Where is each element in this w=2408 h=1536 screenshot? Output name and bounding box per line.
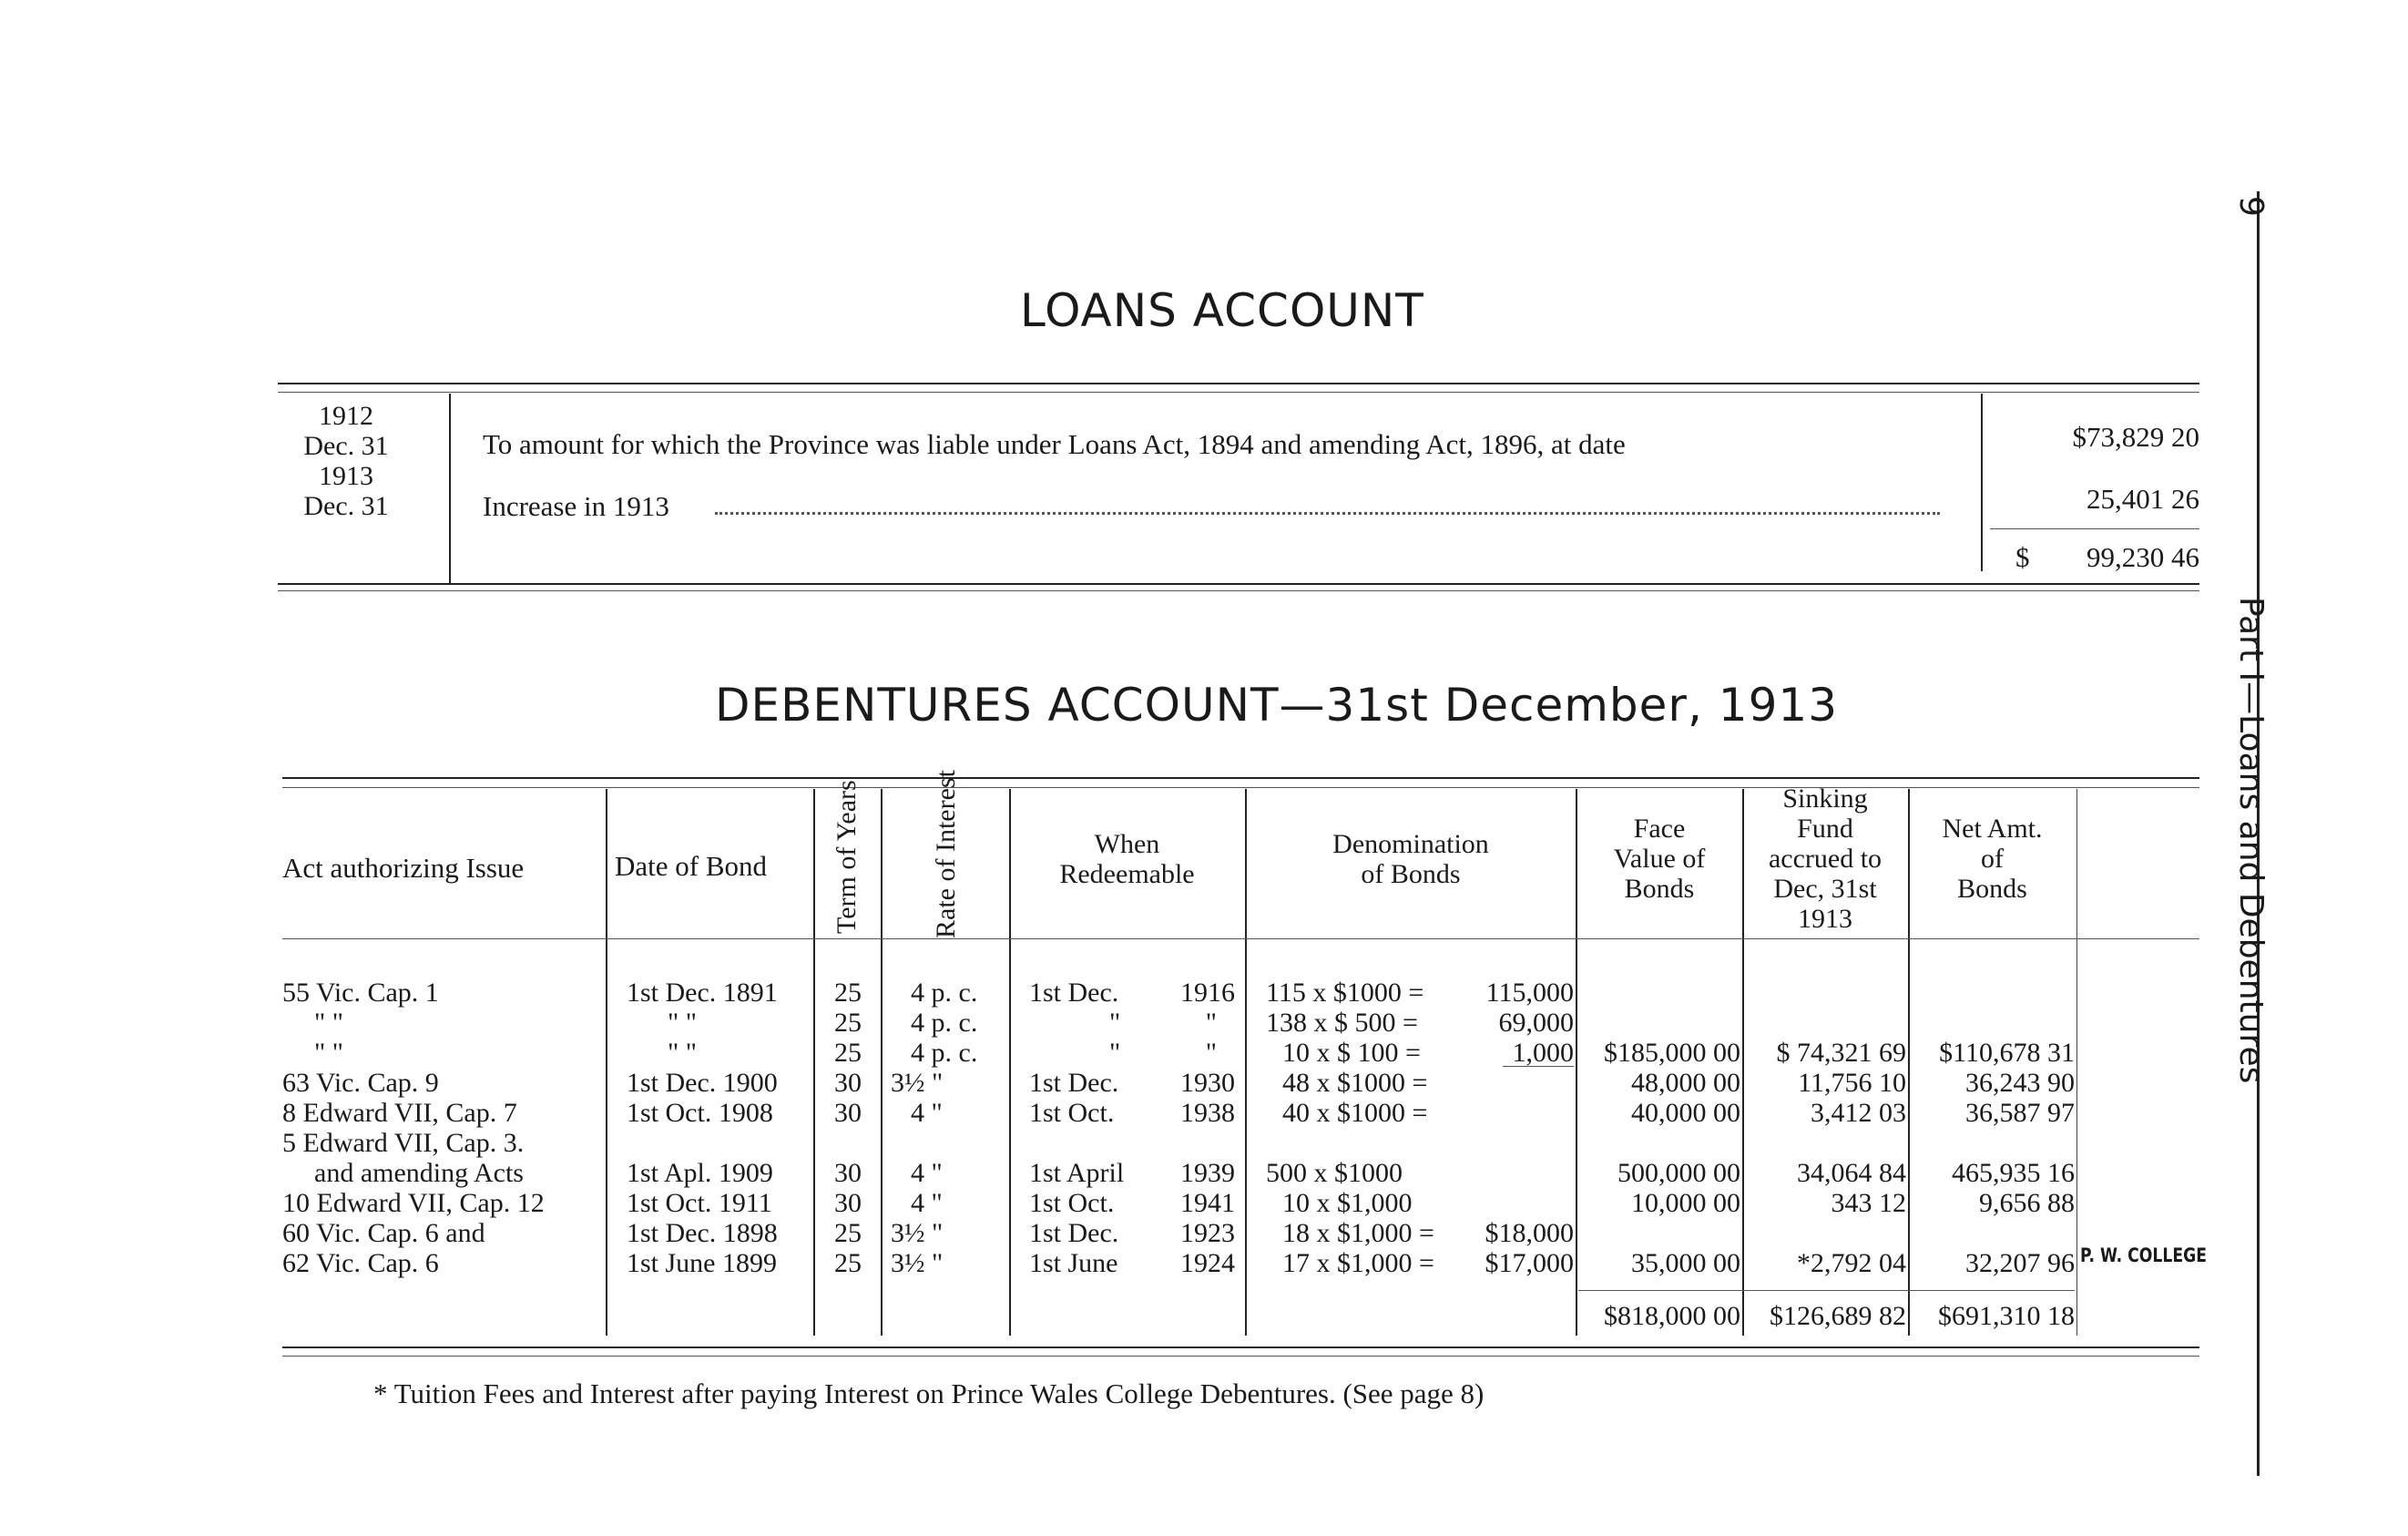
table-cell-net: 36,243 90 — [1965, 1068, 2075, 1098]
table-cell-denom-amt: 1,000 — [1512, 1038, 1574, 1068]
deb-header-sinking-l2: Fund — [1797, 814, 1853, 844]
table-cell-rate: 3½ " — [891, 1068, 944, 1098]
deb-header-denom — [1248, 829, 1574, 889]
deb-col-net — [1910, 978, 2075, 1278]
deb-header-denom-l1: Denomination — [1332, 829, 1489, 859]
table-cell-term: 25 — [834, 978, 862, 1008]
loans-line-liability: To amount for which the Province was liable under Loans Act, 1894 and amending Act, 1896, at date — [483, 428, 1626, 460]
table-cell-term: 30 — [834, 1188, 862, 1218]
deb-header-when — [1011, 829, 1243, 889]
loans-title: LOANS ACCOUNT — [1020, 284, 1424, 337]
deb-header-face-l3: Bonds — [1624, 874, 1695, 904]
table-cell-when-year: 1924 — [1180, 1248, 1235, 1278]
table-cell-net — [1910, 1218, 2075, 1248]
table-cell-rate: 4 p. c. — [911, 978, 978, 1008]
table-cell-when-year: 1916 — [1180, 978, 1235, 1008]
table-cell-face — [1578, 1008, 1740, 1038]
loans-date-1912: 1912 — [319, 401, 373, 431]
deb-header-act: Act authorizing Issue — [282, 852, 525, 884]
table-cell-net: 465,935 16 — [1952, 1158, 2075, 1188]
table-cell-denom — [1266, 1128, 1475, 1158]
deb-col-when-day — [1029, 978, 1157, 1278]
table-cell-term: 30 — [834, 1158, 862, 1188]
deb-rule-top-2 — [282, 787, 2199, 788]
table-cell-when-day: 1st Dec. — [1029, 978, 1119, 1008]
loans-rule-top-2 — [278, 392, 2199, 393]
table-cell-when-day: 1st Oct. — [1029, 1188, 1115, 1218]
table-cell-face — [1578, 1218, 1740, 1248]
table-cell-denom-amt — [1457, 1188, 1574, 1218]
loans-date-divider — [449, 394, 451, 585]
loans-rule-bottom-1 — [278, 583, 2199, 585]
deb-col-denom-amt — [1457, 978, 1574, 1278]
table-cell-net: 9,656 88 — [1979, 1188, 2075, 1218]
table-cell-face — [1578, 1128, 1740, 1158]
loans-subtotal-rule — [1990, 528, 2199, 529]
table-cell-date: " " — [668, 1038, 697, 1068]
table-cell-face: $185,000 00 — [1604, 1038, 1740, 1068]
table-cell-net: 32,207 96 — [1965, 1248, 2075, 1278]
loans-date-dec31-b: Dec. 31 — [303, 491, 389, 521]
table-cell-denom-amt: $18,000 — [1485, 1218, 1574, 1248]
deb-col-act — [282, 978, 606, 1278]
table-cell-denom: 138 x $ 500 = — [1266, 1008, 1418, 1038]
loans-rule-top-1 — [278, 383, 2199, 384]
table-cell-date — [627, 1128, 809, 1158]
table-cell-denom: 17 x $1,000 = — [1282, 1248, 1434, 1278]
table-cell-denom: 18 x $1,000 = — [1282, 1218, 1434, 1248]
table-cell-act: " " — [314, 1038, 343, 1068]
table-cell-face: 48,000 00 — [1631, 1068, 1740, 1098]
deb-totals-rule — [1578, 1290, 2075, 1291]
table-cell-act: 8 Edward VII, Cap. 7 — [282, 1098, 517, 1128]
table-cell-act: 60 Vic. Cap. 6 and — [282, 1218, 485, 1248]
side-running-header: Part I—Loans and Debentures — [2232, 597, 2270, 1084]
loans-total-amount: 99,230 46 — [2087, 541, 2199, 573]
table-cell-act: and amending Acts — [314, 1158, 524, 1188]
table-cell-act: " " — [314, 1008, 343, 1038]
table-cell-denom-amt: 69,000 — [1498, 1008, 1574, 1038]
pw-college-note: P. W. COLLEGE — [2080, 1244, 2208, 1266]
table-cell-term: 25 — [834, 1218, 862, 1248]
table-cell-act: 10 Edward VII, Cap. 12 — [282, 1188, 545, 1218]
deb-col-sinking — [1744, 978, 1906, 1278]
loans-amount-increase: 25,401 26 — [2087, 483, 2199, 515]
deb-header-sinking-l3: accrued to — [1768, 844, 1883, 874]
deb-footnote: * Tuition Fees and Interest after paying Interest on Prince Wales College Debentures. (See page 8) — [373, 1377, 1485, 1409]
loans-date-1913: 1913 — [319, 461, 373, 491]
table-cell-sinking: 34,064 84 — [1797, 1158, 1906, 1188]
table-cell-sinking — [1744, 978, 1906, 1008]
deb-rule-bottom-2 — [282, 1356, 2199, 1357]
table-cell-date: 1st Dec. 1898 — [627, 1218, 778, 1248]
table-cell-denom: 115 x $1000 = — [1266, 978, 1424, 1008]
table-cell-face: 40,000 00 — [1631, 1098, 1740, 1128]
table-cell-when-year — [1157, 1128, 1235, 1158]
deb-rule-bottom-1 — [282, 1347, 2199, 1348]
deb-total-sinking: $126,689 82 — [1770, 1301, 1906, 1331]
table-cell-rate: 4 p. c. — [911, 1008, 978, 1038]
deb-col-divider-6 — [1576, 789, 1577, 1336]
deb-header-net-l3: Bonds — [1957, 874, 2027, 904]
table-cell-denom-amt — [1457, 1128, 1574, 1158]
table-cell-rate: 4 " — [911, 1098, 943, 1128]
table-cell-net — [1910, 1008, 2075, 1038]
table-cell-face: 500,000 00 — [1617, 1158, 1740, 1188]
table-cell-denom: 10 x $ 100 = — [1282, 1038, 1421, 1068]
deb-header-rate-wrap — [883, 770, 1006, 938]
loans-amount-liability: $73,829 20 — [2072, 421, 2199, 453]
deb-header-rule — [282, 938, 2199, 939]
deb-col-divider-5 — [1245, 789, 1247, 1336]
deb-header-face-l1: Face — [1633, 814, 1686, 844]
table-cell-sinking: 3,412 03 — [1811, 1098, 1906, 1128]
loans-date-dec31-a: Dec. 31 — [303, 431, 389, 461]
table-cell-term: 25 — [834, 1008, 862, 1038]
deb-header-denom-l2: of Bonds — [1361, 859, 1461, 889]
table-cell-when-year: " — [1205, 1038, 1217, 1068]
deb-col-when-year — [1157, 978, 1235, 1278]
deb-col-denom — [1266, 978, 1475, 1278]
page-number: 9 — [2232, 196, 2270, 217]
table-cell-denom-amt: $17,000 — [1485, 1248, 1574, 1278]
table-cell-when-year: " — [1205, 1008, 1217, 1038]
table-cell-date: 1st Dec. 1891 — [627, 978, 778, 1008]
table-cell-rate — [891, 1128, 1007, 1158]
deb-col-divider-9 — [2076, 789, 2077, 1336]
deb-header-sinking-l1: Sinking — [1782, 783, 1868, 814]
table-cell-term: 25 — [834, 1248, 862, 1278]
table-cell-when-day: 1st Dec. — [1029, 1068, 1119, 1098]
deb-header-face — [1578, 814, 1740, 904]
table-cell-denom: 48 x $1000 = — [1282, 1068, 1428, 1098]
table-cell-net: 36,587 97 — [1965, 1098, 2075, 1128]
table-cell-denom: 500 x $1000 — [1266, 1158, 1403, 1188]
deb-header-term-wrap — [815, 780, 879, 934]
table-cell-rate: 3½ " — [891, 1248, 944, 1278]
table-cell-when-day — [1029, 1128, 1157, 1158]
table-cell-term: 30 — [834, 1098, 862, 1128]
deb-col-term — [817, 978, 879, 1278]
deb-col-rate — [891, 978, 1007, 1278]
table-cell-date: 1st Dec. 1900 — [627, 1068, 778, 1098]
table-cell-when-year: 1923 — [1180, 1218, 1235, 1248]
deb-header-net — [1910, 814, 2075, 904]
table-cell-face — [1578, 978, 1740, 1008]
deb-col-divider-1 — [606, 789, 607, 1336]
table-cell-term — [817, 1128, 879, 1158]
debentures-title: DEBENTURES ACCOUNT—31st December, 1913 — [715, 679, 1839, 732]
deb-col-face — [1578, 978, 1740, 1278]
deb-header-rate: Rate of Interest — [931, 770, 961, 938]
table-cell-denom: 40 x $1000 = — [1282, 1098, 1428, 1128]
deb-header-date: Date of Bond — [615, 850, 768, 882]
loans-rule-bottom-2 — [278, 590, 2199, 591]
table-cell-when-day: 1st Dec. — [1029, 1218, 1119, 1248]
table-cell-term: 25 — [834, 1038, 862, 1068]
deb-rule-top-1 — [282, 777, 2199, 779]
table-cell-net: $110,678 31 — [1939, 1038, 2075, 1068]
table-cell-when-year: 1930 — [1180, 1068, 1235, 1098]
table-cell-when-year: 1938 — [1180, 1098, 1235, 1128]
table-cell-when-day: " — [1109, 1008, 1121, 1038]
deb-header-sinking-l4: Dec, 31st — [1773, 874, 1877, 904]
table-cell-rate: 3½ " — [891, 1218, 944, 1248]
table-cell-when-year: 1941 — [1180, 1188, 1235, 1218]
deb-header-term: Term of Years — [832, 780, 862, 934]
table-cell-act: 55 Vic. Cap. 1 — [282, 978, 439, 1008]
table-cell-term: 30 — [834, 1068, 862, 1098]
table-cell-when-day: 1st Oct. — [1029, 1098, 1115, 1128]
deb-denom-underline — [1503, 1066, 1574, 1067]
table-cell-net — [1910, 978, 2075, 1008]
table-cell-sinking — [1744, 1128, 1906, 1158]
table-cell-when-day: 1st June — [1029, 1248, 1118, 1278]
table-cell-when-day: " — [1109, 1038, 1121, 1068]
table-cell-denom: 10 x $1,000 — [1282, 1188, 1413, 1218]
deb-header-sinking-l5: 1913 — [1798, 904, 1852, 934]
table-cell-act: 5 Edward VII, Cap. 3. — [282, 1128, 525, 1158]
loans-amount-divider — [1981, 394, 1983, 571]
table-cell-denom-amt — [1457, 1098, 1574, 1128]
deb-col-date — [627, 978, 809, 1278]
table-cell-date: " " — [668, 1008, 697, 1038]
table-cell-denom-amt — [1457, 1158, 1574, 1188]
deb-header-sinking — [1744, 783, 1906, 934]
table-cell-sinking: *2,792 04 — [1797, 1248, 1906, 1278]
table-cell-net — [1910, 1128, 2075, 1158]
deb-header-face-l2: Value of — [1613, 844, 1706, 874]
deb-header-when-l2: Redeemable — [1059, 859, 1195, 889]
table-cell-when-year: 1939 — [1180, 1158, 1235, 1188]
table-cell-rate: 4 p. c. — [911, 1038, 978, 1068]
deb-header-net-l2: of — [1981, 844, 2004, 874]
table-cell-face: 35,000 00 — [1631, 1248, 1740, 1278]
table-cell-face: 10,000 00 — [1631, 1188, 1740, 1218]
table-cell-act: 62 Vic. Cap. 6 — [282, 1248, 439, 1278]
loans-total-symbol: $ — [2015, 541, 2030, 573]
deb-total-face: $818,000 00 — [1604, 1301, 1740, 1331]
deb-header-when-l1: When — [1094, 829, 1160, 859]
table-cell-rate: 4 " — [911, 1188, 943, 1218]
loans-line-increase: Increase in 1913 — [483, 490, 669, 522]
deb-header-net-l1: Net Amt. — [1942, 814, 2043, 844]
table-cell-sinking: $ 74,321 69 — [1776, 1038, 1906, 1068]
table-cell-act: 63 Vic. Cap. 9 — [282, 1068, 439, 1098]
table-cell-date: 1st Oct. 1911 — [627, 1188, 772, 1218]
table-cell-date: 1st Oct. 1908 — [627, 1098, 773, 1128]
table-cell-sinking — [1744, 1218, 1906, 1248]
table-cell-rate: 4 " — [911, 1158, 943, 1188]
table-cell-denom-amt: 115,000 — [1485, 978, 1574, 1008]
loans-leader-dots — [715, 512, 1940, 515]
table-cell-denom-amt — [1457, 1068, 1574, 1098]
table-cell-date: 1st June 1899 — [627, 1248, 777, 1278]
table-cell-when-day: 1st April — [1029, 1158, 1125, 1188]
table-cell-sinking: 343 12 — [1831, 1188, 1906, 1218]
deb-total-net: $691,310 18 — [1938, 1301, 2075, 1331]
table-cell-date: 1st Apl. 1909 — [627, 1158, 773, 1188]
table-cell-sinking — [1744, 1008, 1906, 1038]
table-cell-sinking: 11,756 10 — [1798, 1068, 1906, 1098]
